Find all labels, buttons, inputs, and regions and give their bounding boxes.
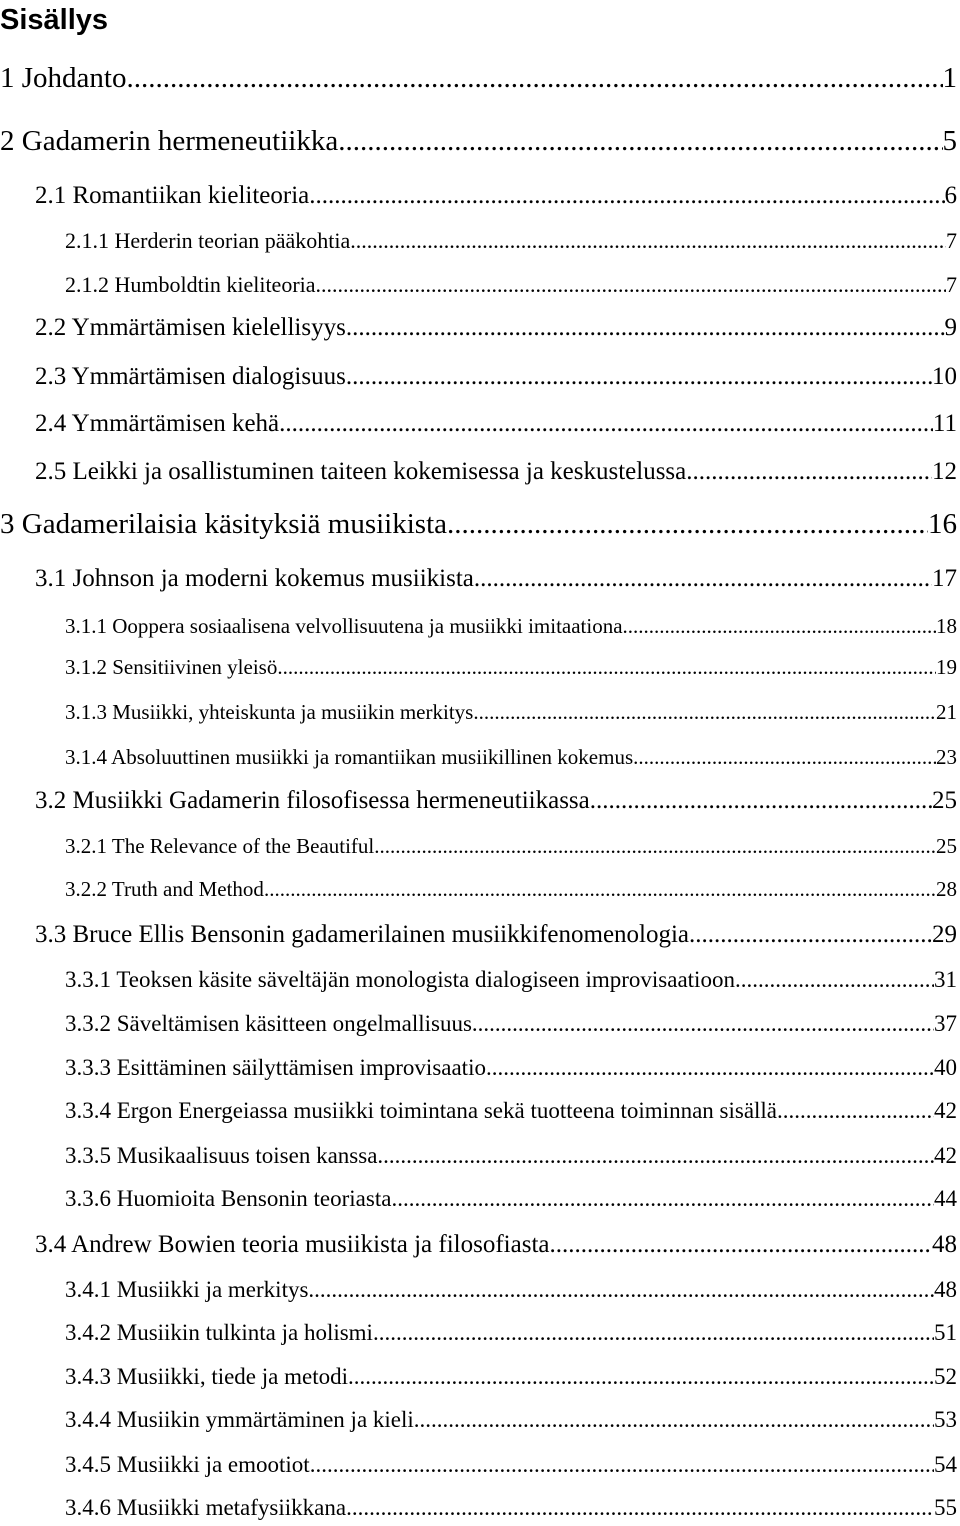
toc-page-number: 9 bbox=[944, 314, 957, 341]
toc-entry[interactable] bbox=[65, 1183, 957, 1215]
toc-entry-title: 3 Gadamerilaisia käsityksiä musiikista bbox=[0, 508, 447, 540]
toc-dot-leader bbox=[338, 121, 942, 161]
toc-entry-title: 3.1.4 Absoluuttinen musiikki ja romantiikan musiikillinen kokemus bbox=[65, 745, 634, 769]
toc-entry[interactable] bbox=[65, 1404, 957, 1436]
toc-page-number: 12 bbox=[932, 458, 957, 485]
toc-page-number: 52 bbox=[934, 1364, 957, 1389]
toc-entry[interactable] bbox=[35, 918, 957, 952]
toc-page-number: 48 bbox=[932, 1231, 957, 1258]
toc-dot-leader bbox=[277, 652, 936, 682]
toc-dot-leader bbox=[686, 455, 932, 489]
toc-entry-title: 3.1.2 Sensitiivinen yleisö bbox=[65, 655, 278, 679]
toc-entry-title: 3.3.1 Teoksen käsite säveltäjän monologista dialogiseen improvisaatioon bbox=[65, 967, 735, 992]
toc-dot-leader bbox=[316, 270, 946, 300]
toc-entry[interactable] bbox=[35, 784, 957, 818]
toc-entry[interactable] bbox=[65, 270, 957, 300]
toc-page-number: 18 bbox=[936, 614, 957, 638]
toc-page-number: 5 bbox=[942, 125, 957, 157]
toc-page-number: 19 bbox=[936, 655, 957, 679]
toc-dot-leader bbox=[309, 179, 944, 213]
toc-dot-leader bbox=[377, 1140, 934, 1172]
toc-entry-title: 3.3.6 Huomioita Bensonin teoriasta bbox=[65, 1186, 392, 1211]
toc-entry-title: 2.1.1 Herderin teorian pääkohtia bbox=[65, 228, 351, 253]
toc-entry[interactable] bbox=[35, 179, 957, 213]
toc-entry-title: 3.4.1 Musiikki ja merkitys bbox=[65, 1277, 309, 1302]
toc-page-number: 7 bbox=[946, 272, 957, 297]
toc-entry-title: 3.4.3 Musiikki, tiede ja metodi bbox=[65, 1364, 348, 1389]
toc-dot-leader bbox=[633, 742, 936, 772]
toc-entry-title: 2.1 Romantiikan kieliteoria bbox=[35, 182, 310, 209]
toc-entry-title: 3.4.6 Musiikki metafysiikkana bbox=[65, 1495, 347, 1520]
toc-dot-leader bbox=[474, 562, 932, 596]
toc-page-number: 44 bbox=[934, 1186, 957, 1211]
toc-entry-title: 3.2.2 Truth and Method bbox=[65, 877, 264, 901]
toc-entry-title: 3.4.5 Musiikki ja emootiot bbox=[65, 1452, 310, 1477]
toc-dot-leader bbox=[777, 1095, 934, 1127]
toc-dot-leader bbox=[486, 1052, 934, 1084]
toc-dot-leader bbox=[348, 1361, 934, 1393]
toc-entry-title: 1 Johdanto bbox=[0, 62, 127, 94]
toc-page-number: 53 bbox=[934, 1407, 957, 1432]
toc-page-number: 51 bbox=[934, 1320, 957, 1345]
toc-page-number: 6 bbox=[944, 182, 957, 209]
toc-dot-leader bbox=[264, 874, 936, 904]
toc-page-number: 54 bbox=[934, 1452, 957, 1477]
toc-page-number: 25 bbox=[932, 787, 957, 814]
toc-entry[interactable] bbox=[35, 360, 957, 394]
toc-dot-leader bbox=[590, 784, 932, 818]
toc-dot-leader bbox=[391, 1183, 934, 1215]
toc-page-number: 42 bbox=[934, 1098, 957, 1123]
toc-entry-title: 2 Gadamerin hermeneutiikka bbox=[0, 125, 339, 157]
toc-page-number: 7 bbox=[946, 228, 957, 253]
toc-entry-title: 3.1.3 Musiikki, yhteiskunta ja musiikin merkitys bbox=[65, 700, 474, 724]
toc-page-number: 10 bbox=[932, 363, 957, 390]
toc-entry-title: 3.3 Bruce Ellis Bensonin gadamerilainen musiikkifenomenologia bbox=[35, 921, 690, 948]
toc-entry[interactable] bbox=[0, 58, 957, 98]
toc-page-number: 23 bbox=[936, 745, 957, 769]
toc-page-number: 40 bbox=[934, 1055, 957, 1080]
toc-entry[interactable] bbox=[35, 1228, 957, 1262]
toc-entry[interactable] bbox=[65, 652, 957, 682]
toc-page-number: 37 bbox=[934, 1011, 957, 1036]
toc-dot-leader bbox=[374, 831, 936, 861]
toc-page-number: 1 bbox=[942, 62, 957, 94]
toc-entry-title: 3.1.1 Ooppera sosiaalisena velvollisuutena ja musiikki imitaationa bbox=[65, 614, 623, 638]
toc-dot-leader bbox=[473, 697, 936, 727]
toc-entry[interactable] bbox=[0, 504, 957, 544]
toc-dot-leader bbox=[346, 1492, 934, 1524]
toc-entry[interactable] bbox=[65, 831, 957, 861]
toc-entry[interactable] bbox=[65, 1361, 957, 1393]
toc-dot-leader bbox=[350, 226, 946, 256]
toc-page-number: 31 bbox=[934, 967, 957, 992]
toc-entry-title: 3.3.5 Musikaalisuus toisen kanssa bbox=[65, 1143, 378, 1168]
toc-dot-leader bbox=[623, 611, 936, 641]
toc-page-number: 28 bbox=[936, 877, 957, 901]
toc-page-number: 42 bbox=[934, 1143, 957, 1168]
toc-entry-title: 2.2 Ymmärtämisen kielellisyys bbox=[35, 314, 346, 341]
toc-page-number: 17 bbox=[932, 565, 957, 592]
toc-entry[interactable] bbox=[65, 874, 957, 904]
toc-dot-leader bbox=[308, 1274, 934, 1306]
toc-dot-leader bbox=[447, 504, 928, 544]
toc-dot-leader bbox=[279, 407, 933, 441]
toc-entry-title: 3.2 Musiikki Gadamerin filosofisessa hermeneutiikassa bbox=[35, 787, 590, 814]
toc-entry[interactable] bbox=[65, 1140, 957, 1172]
toc-dot-leader bbox=[373, 1317, 934, 1349]
toc-entry-title: 3.2.1 The Relevance of the Beautiful bbox=[65, 834, 375, 858]
toc-page-number: 25 bbox=[936, 834, 957, 858]
toc-entry[interactable] bbox=[35, 407, 957, 441]
toc-dot-leader bbox=[346, 311, 945, 345]
toc-page-number: 29 bbox=[932, 921, 957, 948]
toc-entry-title: 2.5 Leikki ja osallistuminen taiteen kokemisessa ja keskustelussa bbox=[35, 458, 687, 485]
toc-entry-title: 3.4 Andrew Bowien teoria musiikista ja filosofiasta bbox=[35, 1231, 550, 1258]
toc-dot-leader bbox=[735, 964, 934, 996]
toc-dot-leader bbox=[689, 918, 932, 952]
toc-entry[interactable] bbox=[65, 1052, 957, 1084]
toc-dot-leader bbox=[126, 58, 942, 98]
toc-entry[interactable] bbox=[0, 121, 957, 161]
toc-entry[interactable] bbox=[65, 1317, 957, 1349]
toc-entry-title: 3.4.2 Musiikin tulkinta ja holismi bbox=[65, 1320, 373, 1345]
toc-dot-leader bbox=[310, 1449, 934, 1481]
toc-entry[interactable] bbox=[65, 1008, 957, 1040]
toc-dot-leader bbox=[472, 1008, 934, 1040]
toc-entry-title: 2.3 Ymmärtämisen dialogisuus bbox=[35, 363, 346, 390]
toc-dot-leader bbox=[346, 360, 932, 394]
toc-entry[interactable] bbox=[35, 562, 957, 596]
toc-page-number: 55 bbox=[934, 1495, 957, 1520]
toc-entry[interactable] bbox=[65, 1492, 957, 1524]
toc-dot-leader bbox=[550, 1228, 933, 1262]
toc-entry[interactable] bbox=[65, 1449, 957, 1481]
toc-page-number: 48 bbox=[934, 1277, 957, 1302]
toc-entry-title: 3.1 Johnson ja moderni kokemus musiikista bbox=[35, 565, 474, 592]
toc-entry[interactable] bbox=[65, 697, 957, 727]
toc-heading: Sisällys bbox=[0, 4, 109, 36]
toc-entry[interactable] bbox=[65, 964, 957, 996]
toc-entry-title: 3.3.2 Säveltämisen käsitteen ongelmallisuus bbox=[65, 1011, 472, 1036]
toc-entry[interactable] bbox=[35, 455, 957, 489]
toc-page-number: 21 bbox=[936, 700, 957, 724]
toc-entry-title: 2.4 Ymmärtämisen kehä bbox=[35, 410, 280, 437]
toc-entry-title: 3.4.4 Musiikin ymmärtäminen ja kieli bbox=[65, 1407, 414, 1432]
toc-entry[interactable] bbox=[65, 1274, 957, 1306]
toc-entry[interactable] bbox=[65, 611, 957, 641]
toc-page-number: 16 bbox=[928, 508, 957, 540]
toc-entry[interactable] bbox=[65, 742, 957, 772]
toc-entry-title: 3.3.3 Esittäminen säilyttämisen improvisaatio bbox=[65, 1055, 486, 1080]
toc-dot-leader bbox=[414, 1404, 934, 1436]
toc-entry-title: 2.1.2 Humboldtin kieliteoria bbox=[65, 272, 316, 297]
toc-entry[interactable] bbox=[65, 1095, 957, 1127]
toc-page-number: 11 bbox=[932, 410, 957, 437]
toc-entry[interactable] bbox=[65, 226, 957, 256]
toc-entry-title: 3.3.4 Ergon Energeiassa musiikki toimintana sekä tuotteena toiminnan sisällä bbox=[65, 1098, 778, 1123]
toc-entry[interactable] bbox=[35, 311, 957, 345]
